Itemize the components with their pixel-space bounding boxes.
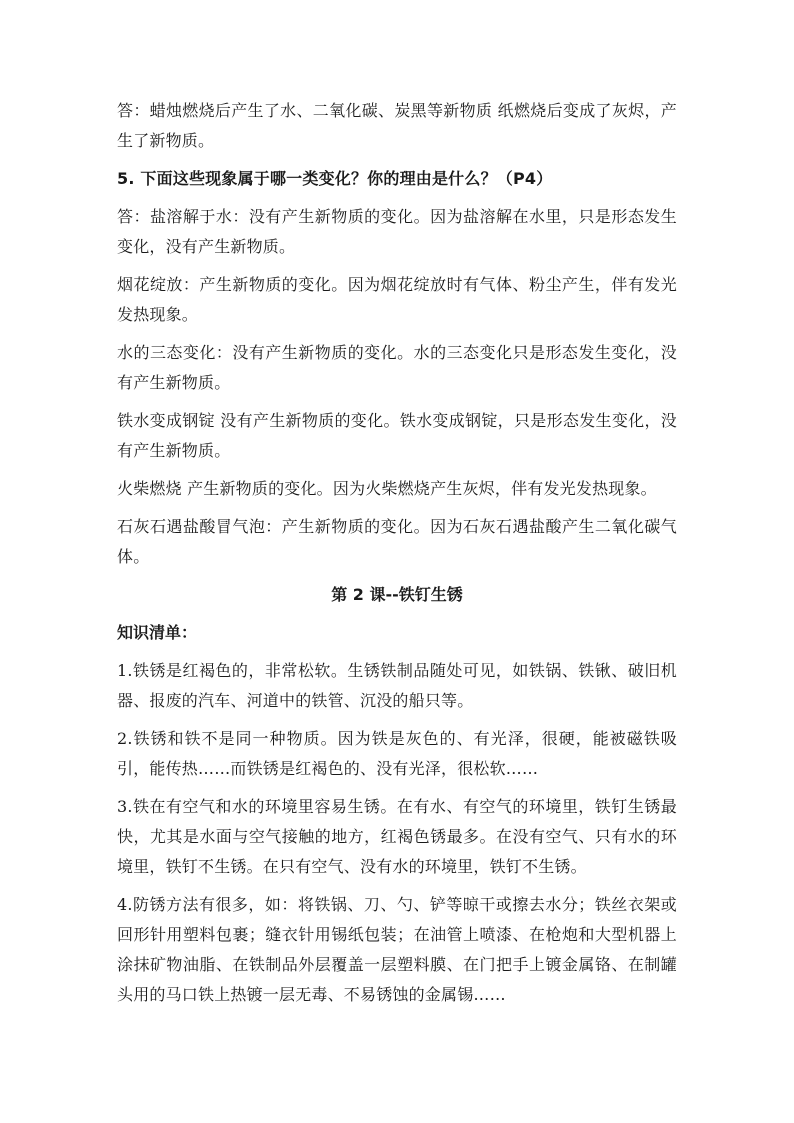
lesson-title: 第 2 课--铁钉生锈: [331, 585, 463, 604]
knowledge-list-heading: 知识清单：: [117, 623, 198, 642]
knowledge-item: 2.铁锈和铁不是同一种物质。因为铁是灰色的、有光泽，很硬，能被磁铁吸引，能传热……而铁锈是红褐色的、没有光泽，很松软……: [117, 729, 677, 778]
answer-paragraph: 火柴燃烧 产生新物质的变化。因为火柴燃烧产生灰烬，伴有发光发热现象。: [117, 479, 657, 498]
answer-paragraph: 烟花绽放：产生新物质的变化。因为烟花绽放时有气体、粉尘产生，伴有发光发热现象。: [117, 275, 677, 324]
knowledge-item: 4.防锈方法有很多，如：将铁锅、刀、勺、铲等晾干或擦去水分；铁丝衣架或回形针用塑料包裹；缝衣针用锡纸包装；在油管上喷漆、在枪炮和大型机器上涂抹矿物油脂、在铁制品外层覆盖一层塑料膜、在门把手上镀金属铬、在制罐头用的马口铁上热镀一层无毒、不易锈蚀的金属锡……: [117, 895, 677, 1004]
question-heading: 5. 下面这些现象属于哪一类变化？你的理由是什么？（P4）: [117, 169, 553, 188]
knowledge-item: 1.铁锈是红褐色的，非常松软。生锈铁制品随处可见，如铁锅、铁锹、破旧机器、报废的汽车、河道中的铁管、沉没的船只等。: [117, 661, 677, 710]
answer-paragraph: 水的三态变化：没有产生新物质的变化。水的三态变化只是形态发生变化，没有产生新物质。: [117, 343, 677, 392]
answer-paragraph: 答：蜡烛燃烧后产生了水、二氧化碳、炭黑等新物质 纸燃烧后变成了灰烬，产生了新物质。: [117, 101, 677, 150]
answer-paragraph: 答：盐溶解于水：没有产生新物质的变化。因为盐溶解在水里，只是形态发生变化，没有产生新物质。: [117, 207, 677, 256]
document-page: [117, 96, 677, 1018]
answer-paragraph: 石灰石遇盐酸冒气泡：产生新物质的变化。因为石灰石遇盐酸产生二氧化碳气体。: [117, 517, 677, 566]
knowledge-item: 3.铁在有空气和水的环境里容易生锈。在有水、有空气的环境里，铁钉生锈最快，尤其是水面与空气接触的地方，红褐色锈最多。在没有空气、只有水的环境里，铁钉不生锈。在只有空气、没有水的环境里，铁钉不生锈。: [117, 797, 677, 876]
answer-paragraph: 铁水变成钢锭 没有产生新物质的变化。铁水变成钢锭，只是形态发生变化，没有产生新物质。: [117, 411, 677, 460]
